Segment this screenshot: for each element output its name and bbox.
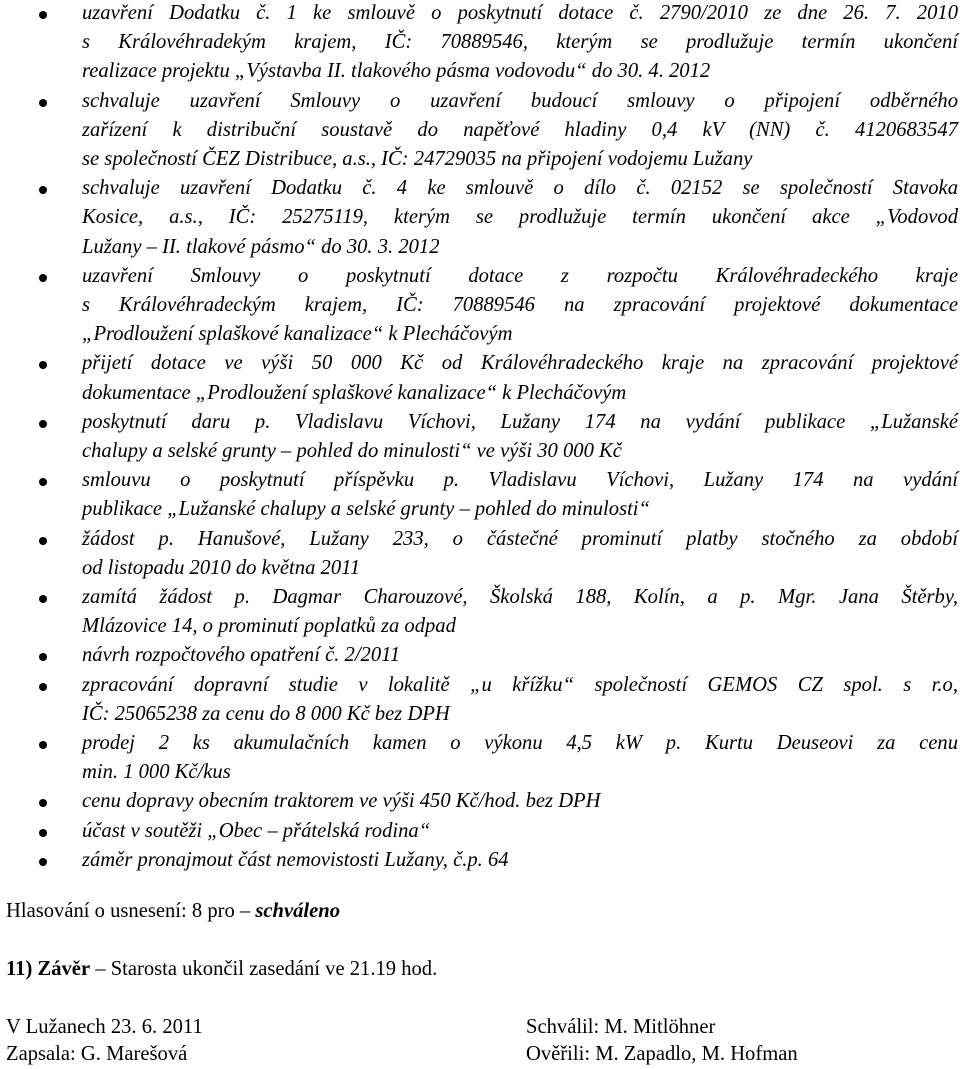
resolution-item-line: zařízení k distribuční soustavě do napěťové hladiny 0,4 kV (NN) č. 4120683547 [82, 118, 958, 141]
resolution-item-line: se společností ČEZ Distribuce, a.s., IČ: 24729035 na připojení vodojemu Lužany [82, 148, 753, 170]
vote-line [6, 896, 340, 926]
bullet-icon [39, 420, 47, 428]
bullet-icon [39, 478, 47, 486]
closing-heading: Závěr [37, 958, 91, 980]
resolution-item-line: s Královéhradeckým krajem, IČ: 70889546 na zpracování projektové dokumentace [82, 294, 958, 316]
approved-by: Schválil: M. Mitlöhner [526, 1016, 716, 1038]
resolution-item-line: Kosice, a.s., IČ: 25275119, kterým se prodlužuje termín ukončení akce „Vodovod [82, 206, 958, 229]
resolution-item-line: s Královéhradekým krajem, IČ: 70889546, kterým se prodlužuje termín ukončení [82, 31, 958, 54]
bullet-icon [39, 858, 47, 866]
bullet-icon [39, 537, 47, 545]
vote-result: schváleno [255, 900, 341, 922]
bullet-icon [39, 683, 47, 691]
recorded-by: Zapsala: G. Marešová [6, 1043, 188, 1065]
resolution-item-line: uzavření Smlouvy o poskytnutí dotace z rozpočtu Královéhradeckého kraje [82, 264, 958, 287]
resolution-item-line: zpracování dopravní studie v lokalitě „u křížku“ společností GEMOS CZ spol. s r.o, [82, 673, 958, 696]
bullet-icon [39, 595, 47, 603]
bullet-icon [39, 11, 47, 19]
resolution-item-line: cenu dopravy obecním traktorem ve výši 450 Kč/hod. bez DPH [82, 790, 601, 813]
resolution-item-line: smlouvu o poskytnutí příspěvku p. Vladislavu Víchovi, Lužany 174 na vydání [82, 469, 958, 492]
resolution-item-line: přijetí dotace ve výši 50 000 Kč od Královéhradeckého kraje na zpracování projektové [82, 352, 958, 375]
resolution-item-line: účast v soutěži „Obec – přátelská rodina“ [82, 819, 431, 842]
closing-text: – Starosta ukončil zasedání ve 21.19 hod. [90, 958, 438, 980]
resolution-item-line: návrh rozpočtového opatření č. 2/2011 [82, 644, 401, 667]
resolution-item-line: „Prodloužení splaškové kanalizace“ k Plecháčovým [82, 323, 513, 346]
bullet-icon [39, 186, 47, 194]
closing-number: 11) [6, 958, 38, 980]
resolution-item-line: chalupy a selské grunty – pohled do minulosti“ ve výši 30 000 Kč [82, 440, 622, 462]
resolution-item-line: od listopadu 2010 do května 2011 [82, 556, 361, 579]
place-date: V Lužanech 23. 6. 2011 [6, 1016, 203, 1038]
resolution-item-line: prodej 2 ks akumulačních kamen o výkonu 4,5 kW p. Kurtu Deuseovi za cenu [82, 732, 958, 754]
resolution-item-line: Mlázovice 14, o prominutí poplatků za odpad [82, 615, 456, 638]
resolution-item-line: dokumentace „Prodloužení splaškové kanalizace“ k Plecháčovým [82, 381, 627, 404]
resolution-item-line: uzavření Dodatku č. 1 ke smlouvě o poskytnutí dotace č. 2790/2010 ze dne 26. 7. 2010 [82, 2, 958, 24]
resolution-item-line: min. 1 000 Kč/kus [82, 761, 231, 784]
resolution-item-line: žádost p. Hanušové, Lužany 233, o částečné prominutí platby stočného za období [82, 527, 958, 550]
bullet-icon [39, 274, 47, 282]
bullet-icon [39, 741, 47, 749]
vote-prefix: Hlasování o usnesení: 8 pro – [6, 900, 256, 922]
resolution-item-line: schvaluje uzavření Smlouvy o uzavření budoucí smlouvy o připojení odběrného [82, 89, 958, 112]
bullet-icon [39, 829, 47, 837]
bullet-icon [39, 799, 47, 807]
resolution-item-line: poskytnutí daru p. Vladislavu Víchovi, Lužany 174 na vydání publikace „Lužanské [82, 410, 958, 433]
bullet-icon [39, 99, 47, 107]
bullet-icon [39, 653, 47, 661]
closing-section [6, 954, 437, 984]
resolution-item-line: IČ: 25065238 za cenu do 8 000 Kč bez DPH [82, 702, 450, 725]
resolution-item-line: zamítá žádost p. Dagmar Charouzové, Školská 188, Kolín, a p. Mgr. Jana Štěrby, [82, 586, 958, 608]
verified-by: Ověřili: M. Zapadlo, M. Hofman [526, 1043, 798, 1065]
resolution-item-line: schvaluje uzavření Dodatku č. 4 ke smlouvě o dílo č. 02152 se společností Stavoka [82, 177, 958, 200]
resolution-item-line: publikace „Lužanské chalupy a selské grunty – pohled do minulosti“ [82, 498, 650, 521]
resolution-item-line: Lužany – II. tlakové pásmo“ do 30. 3. 2012 [82, 235, 440, 258]
resolution-item-line: záměr pronajmout část nemovistosti Lužany, č.p. 64 [82, 848, 509, 871]
bullet-icon [39, 361, 47, 369]
resolution-item-line: realizace projektu „Výstavba II. tlakového pásma vodovodu“ do 30. 4. 2012 [82, 60, 711, 83]
